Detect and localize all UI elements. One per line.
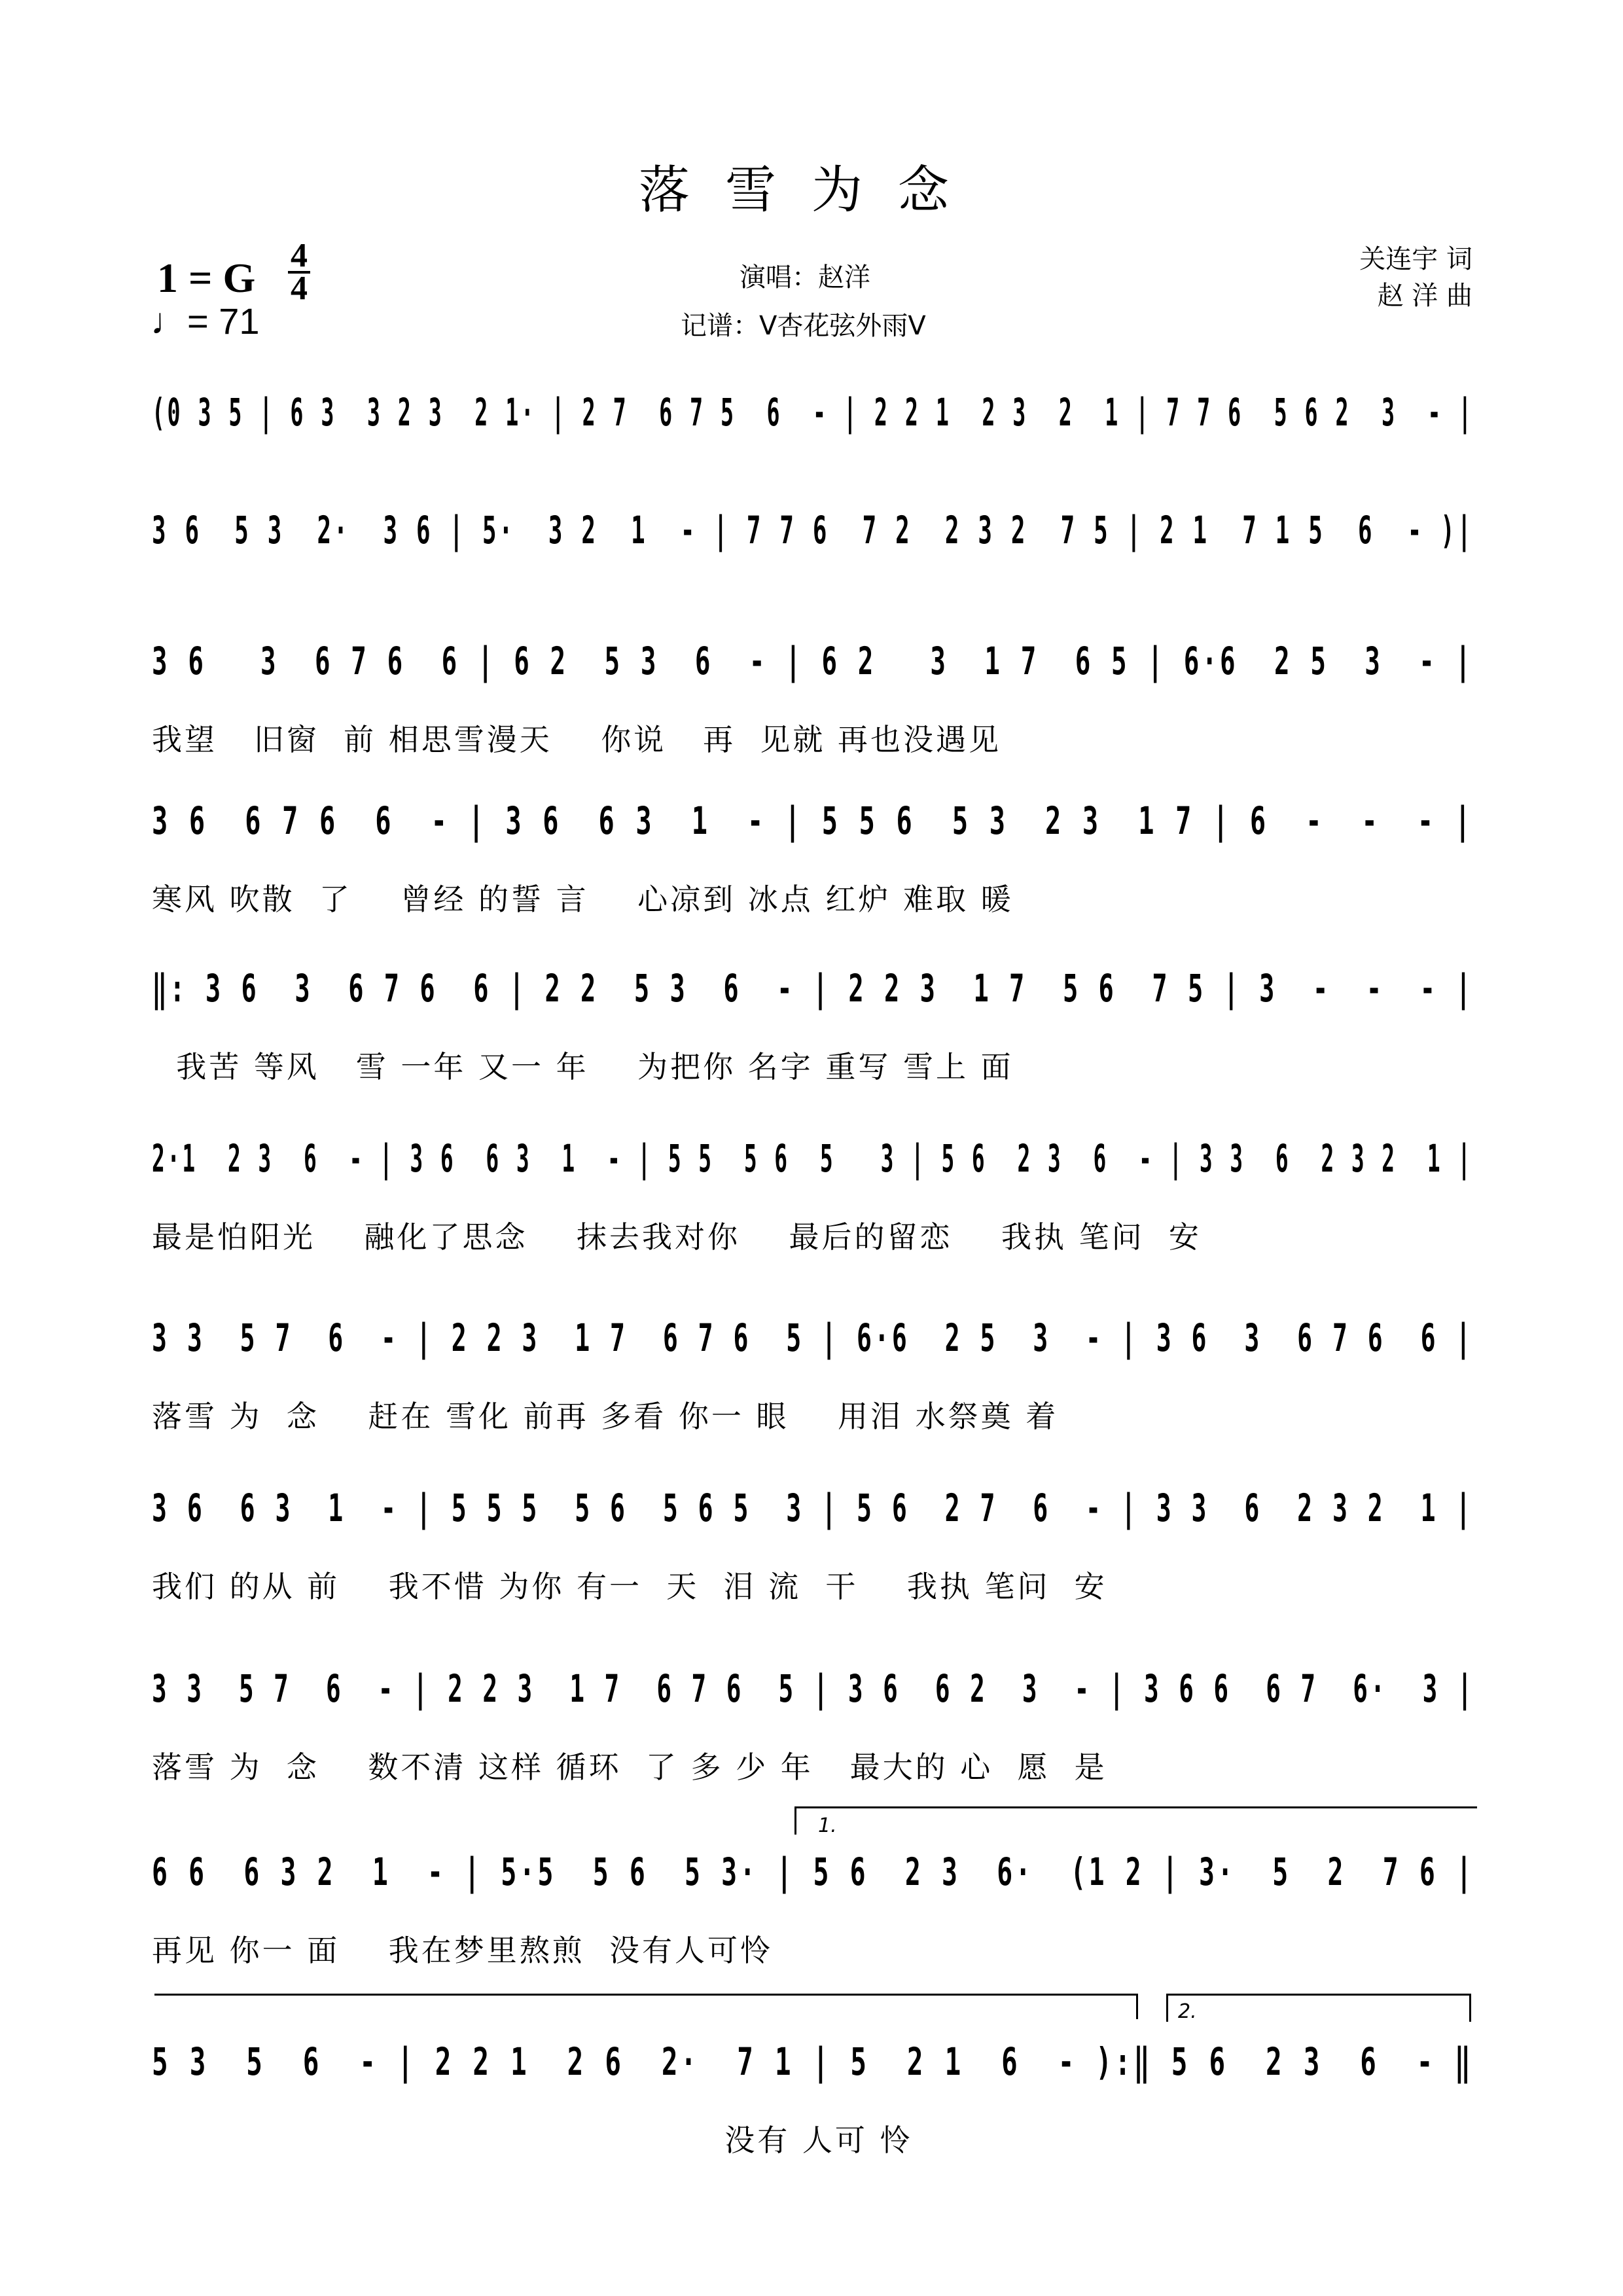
volta-second-ending bbox=[1166, 1994, 1471, 2022]
row-lyrics: 我望 旧窗 前 相思雪漫天 你说 再 见就 再也没遇见 bbox=[152, 722, 1001, 757]
score-row-9 bbox=[152, 1666, 1475, 1785]
row-notes: 2·1 2 3 6 - | 3 6 6 3 1 - | 5 5 5 6 5 3 | 5 6 2 3 6 - | 3 3 6 2 3 2 1 | bbox=[152, 1136, 1473, 1181]
row-notes: 3 3 5 7 6 - | 2 2 3 1 7 6 7 6 5 | 6·6 2 5 3 - | 3 6 3 6 7 6 6 | bbox=[152, 1316, 1474, 1360]
score-row-11 bbox=[152, 2039, 1474, 2158]
volta-first-number: 1. bbox=[818, 1814, 837, 1837]
time-signature bbox=[288, 237, 310, 307]
row-lyrics: 落雪 为 念 数不清 这样 循环 了 多 少 年 最大的 心 愿 是 bbox=[152, 1749, 1107, 1785]
row-lyrics: 我苦 等风 雪 一年 又一 年 为把你 名字 重写 雪上 面 bbox=[152, 1049, 1014, 1085]
transcriber-credit: 记谱：V杏花弦外雨V bbox=[681, 311, 926, 341]
score-row-1 bbox=[152, 390, 1474, 469]
row-notes: 3 3 5 7 6 - | 2 2 3 1 7 6 7 6 5 | 3 6 6 2 3 - | 3 6 6 6 7 6· 3 | bbox=[152, 1666, 1475, 1711]
singer-credit: 演唱：赵洋 bbox=[740, 262, 870, 293]
score-row-6 bbox=[152, 1136, 1474, 1255]
score-row-4 bbox=[152, 798, 1474, 917]
score-row-2 bbox=[152, 508, 1474, 586]
score-row-7 bbox=[152, 1316, 1474, 1434]
row-lyrics: 我们 的从 前 我不惜 为你 有一 天 泪 流 干 我执 笔问 安 bbox=[152, 1569, 1107, 1604]
lyricist-credit: 关连宇 词 bbox=[1359, 244, 1472, 274]
volta-second-number: 2. bbox=[1178, 2000, 1197, 2023]
song-title: 落雪为念 bbox=[638, 161, 984, 220]
score-row-8 bbox=[152, 1486, 1474, 1604]
score-row-5 bbox=[152, 966, 1474, 1085]
row-notes: 3 6 6 3 1 - | 5 5 5 5 6 5 6 5 3 | 5 6 2 7 6 - | 3 3 6 2 3 2 1 | bbox=[152, 1486, 1474, 1530]
row-lyrics: 没有 人可 怜 bbox=[152, 2123, 913, 2158]
row-notes: 3 6 6 7 6 6 - | 3 6 6 3 1 - | 5 5 6 5 3 2 3 1 7 | 6 - - - | bbox=[152, 798, 1474, 843]
author-credits bbox=[1359, 241, 1472, 314]
volta-first-ending bbox=[794, 1806, 1477, 1835]
row-notes: (0 3 5 | 6 3 3 2 3 2 1· | 2 7 6 7 5 6 - | 2 2 1 2 3 2 1 | 7 7 6 5 6 2 3 - | bbox=[152, 390, 1474, 435]
row-lyrics: 寒风 吹散 了 曾经 的誓 言 心凉到 冰点 红炉 难取 暖 bbox=[152, 882, 1014, 917]
row-lyrics: 落雪 为 念 赶在 雪化 前再 多看 你一 眼 用泪 水祭奠 着 bbox=[152, 1399, 1059, 1434]
row-lyrics: 再见 你一 面 我在梦里熬煎 没有人可怜 bbox=[152, 1933, 773, 1968]
row-notes: 5 3 5 6 - | 2 2 1 2 6 2· 7 1 | 5 2 1 6 - ):‖ 5 6 2 3 6 - ‖ bbox=[152, 2039, 1474, 2084]
key-signature: 1 = G bbox=[157, 255, 256, 301]
row-notes: 3 6 5 3 2· 3 6 | 5· 3 2 1 - | 7 7 6 7 2 2 3 2 7 5 | 2 1 7 1 5 6 - )| bbox=[152, 508, 1474, 552]
volta-first-continuation bbox=[154, 1994, 1138, 2019]
row-notes: 6 6 6 3 2 1 - | 5·5 5 6 5 3· | 5 6 2 3 6· (1 2 | 3· 5 2 7 6 | bbox=[152, 1850, 1475, 1894]
time-signature-bottom: 4 bbox=[291, 270, 308, 307]
row-notes: 3 6 3 6 7 6 6 | 6 2 5 3 6 - | 6 2 3 1 7 6 5 | 6·6 2 5 3 - | bbox=[152, 639, 1474, 683]
row-lyrics: 最是怕阳光 融化了思念 抹去我对你 最后的留恋 我执 笔问 安 bbox=[152, 1219, 1202, 1255]
tempo-marking: ♩= 71 bbox=[151, 300, 260, 342]
row-notes: ‖: 3 6 3 6 7 6 6 | 2 2 5 3 6 - | 2 2 3 1 7 5 6 7 5 | 3 - - - | bbox=[152, 966, 1474, 1011]
score-row-10 bbox=[152, 1850, 1475, 1968]
score-row-3 bbox=[152, 639, 1474, 757]
composer-credit: 赵 洋 曲 bbox=[1377, 281, 1472, 311]
time-signature-top: 4 bbox=[291, 237, 308, 274]
